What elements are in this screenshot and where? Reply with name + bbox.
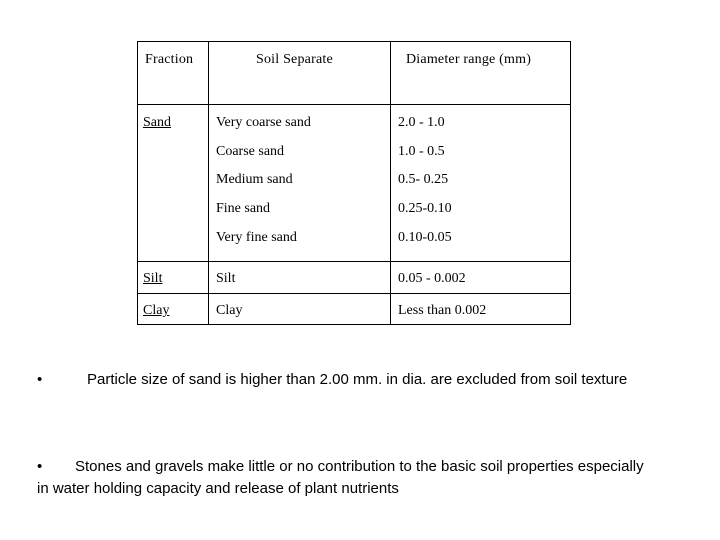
diameter-cell: 0.25-0.10	[398, 201, 452, 216]
header-diameter-range: Diameter range (mm)	[406, 52, 532, 67]
fraction-silt: Silt	[143, 271, 163, 286]
table-border	[137, 104, 571, 105]
table-border	[137, 41, 571, 42]
header-soil-separate: Soil Separate	[256, 52, 333, 67]
fraction-clay: Clay	[143, 303, 170, 318]
header-fraction: Fraction	[145, 52, 194, 67]
diameter-cell: 0.5- 0.25	[398, 172, 449, 187]
table-border	[208, 41, 209, 324]
diameter-cell: 2.0 - 1.0	[398, 115, 445, 130]
table-border	[137, 324, 571, 325]
diameter-cell: Less than 0.002	[398, 303, 487, 318]
table-border	[390, 41, 391, 324]
separate-cell: Medium sand	[216, 172, 293, 187]
table-border	[137, 41, 138, 324]
separate-cell: Very fine sand	[216, 230, 297, 245]
separate-cell: Silt	[216, 271, 236, 286]
table-border	[137, 293, 571, 294]
fraction-sand: Sand	[143, 115, 171, 130]
separate-cell: Coarse sand	[216, 144, 285, 159]
diameter-cell: 0.05 - 0.002	[398, 271, 466, 286]
table-border	[137, 261, 571, 262]
bullet-paragraph	[37, 456, 657, 500]
bullet-paragraph	[37, 369, 657, 391]
diameter-cell: 1.0 - 0.5	[398, 144, 445, 159]
table-border	[570, 41, 571, 324]
separate-cell: Fine sand	[216, 201, 271, 216]
bullet-marker: •	[37, 458, 43, 475]
bullet-text: Stones and gravels make little or no contribution to the basic soil properties especially in water holding capacity and release of plant nutrients	[37, 458, 644, 497]
bullet-marker: •	[37, 371, 43, 388]
separate-cell: Very coarse sand	[216, 115, 311, 130]
separate-cell: Clay	[216, 303, 243, 318]
diameter-cell: 0.10-0.05	[398, 230, 452, 245]
bullet-text: Particle size of sand is higher than 2.00 mm. in dia. are excluded from soil texture	[87, 371, 628, 388]
